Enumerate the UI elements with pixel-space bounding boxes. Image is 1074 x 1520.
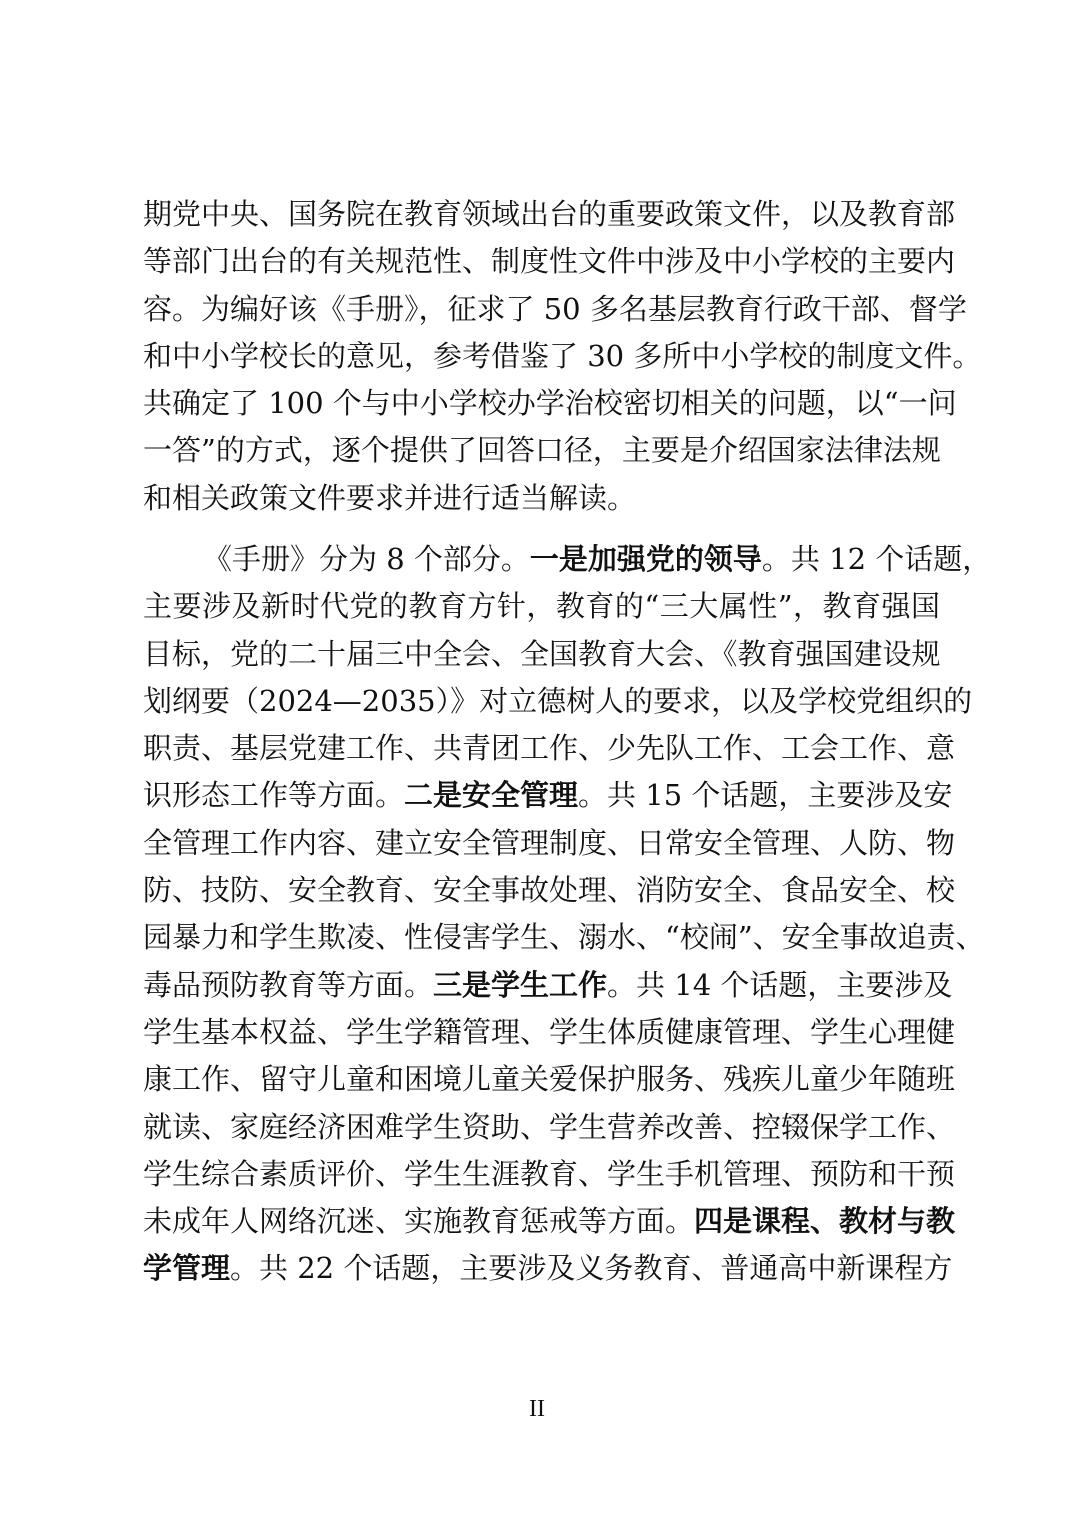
bold-heading-text: 二是安全管理 [404,778,579,813]
text-line [143,1245,953,1292]
paragraph-intro [143,191,982,522]
text-line [143,678,973,725]
text-line [143,333,982,380]
text-line [143,380,957,427]
text-line [143,867,956,914]
body-text: 一答”的方式，逐个提供了回答口径，主要是介绍国家法律法规 [143,433,941,468]
paragraph-parts-overview [143,536,992,1293]
body-text: 。共 12 个话题， [761,542,992,576]
page-number: II [529,1396,545,1422]
body-text: 园暴力和学生欺凌、性侵害学生、溺水、“校闹”、安全事故追责、 [143,920,985,955]
text-line [143,286,967,333]
body-text: 。共 14 个话题，主要涉及 [607,967,953,1002]
text-line [143,475,940,522]
text-line [143,962,953,1009]
text-line [143,914,985,961]
body-text: 学生综合素质评价、学生生涯教育、学生手机管理、预防和干预 [143,1156,956,1191]
text-line [143,536,992,583]
body-text: 毒品预防教育等方面。 [143,967,434,1002]
text-line [143,191,956,238]
body-text: 识形态工作等方面。 [143,778,405,813]
body-text: 容。为编好该《手册》，征求了 50 多名基层教育行政干部、督学 [143,291,967,326]
bold-heading-text: 四是课程、教材与教 [694,1204,956,1239]
text-line [143,1104,956,1151]
body-text: 目标，党的二十届三中全会、全国教育大会、《教育强国建设规 [143,636,941,671]
body-text: 。共 15 个话题，主要涉及安 [578,778,953,813]
body-text: 未成年人网络沉迷、实施教育惩戒等方面。 [143,1204,695,1239]
text-line [143,583,940,630]
text-line [143,772,953,819]
text-line [143,1198,956,1245]
text-line [143,427,940,474]
body-text: 等部门出台的有关规范性、制度性文件中涉及中小学校的主要内 [143,244,956,279]
text-line [143,1056,956,1103]
text-line [143,1151,956,1198]
body-text: 和中小学校长的意见，参考借鉴了 30 多所中小学校的制度文件。 [143,338,982,373]
body-text: 。共 22 个话题，主要涉及义务教育、普通高中新课程方 [230,1251,953,1286]
bold-heading-text: 学管理 [143,1251,231,1286]
body-text: 主要涉及新时代党的教育方针，教育的“三大属性”，教育强国 [143,589,940,624]
text-line [143,631,940,678]
text-line [143,820,956,867]
text-line [143,238,956,285]
bold-heading-text: 三是学生工作 [433,967,608,1002]
body-text: 防、技防、安全教育、安全事故处理、消防安全、食品安全、校 [143,873,956,908]
text-line [143,725,956,772]
body-text: 职责、基层党建工作、共青团工作、少先队工作、工会工作、意 [143,731,956,766]
body-text: 康工作、留守儿童和困境儿童关爱保护服务、残疾儿童少年随班 [143,1062,956,1097]
body-text: 《手册》分为 8 个部分。 [203,542,530,576]
body-text: 期党中央、国务院在教育领域出台的重要政策文件，以及教育部 [143,197,956,231]
body-text: 学生基本权益、学生学籍管理、学生体质健康管理、学生心理健 [143,1014,956,1049]
body-text: 全管理工作内容、建立安全管理制度、日常安全管理、人防、物 [143,825,956,860]
body-text: 和相关政策文件要求并进行适当解读。 [143,480,637,515]
body-text: 共确定了 100 个与中小学校办学治校密切相关的问题，以“一问 [143,386,957,421]
bold-heading-text: 一是加强党的领导 [529,542,762,576]
body-text: 就读、家庭经济困难学生资助、学生营养改善、控辍保学工作、 [143,1109,956,1144]
text-line [143,1009,956,1056]
body-text: 划纲要（2024—2035）》对立德树人的要求，以及学校党组织的 [143,683,973,718]
